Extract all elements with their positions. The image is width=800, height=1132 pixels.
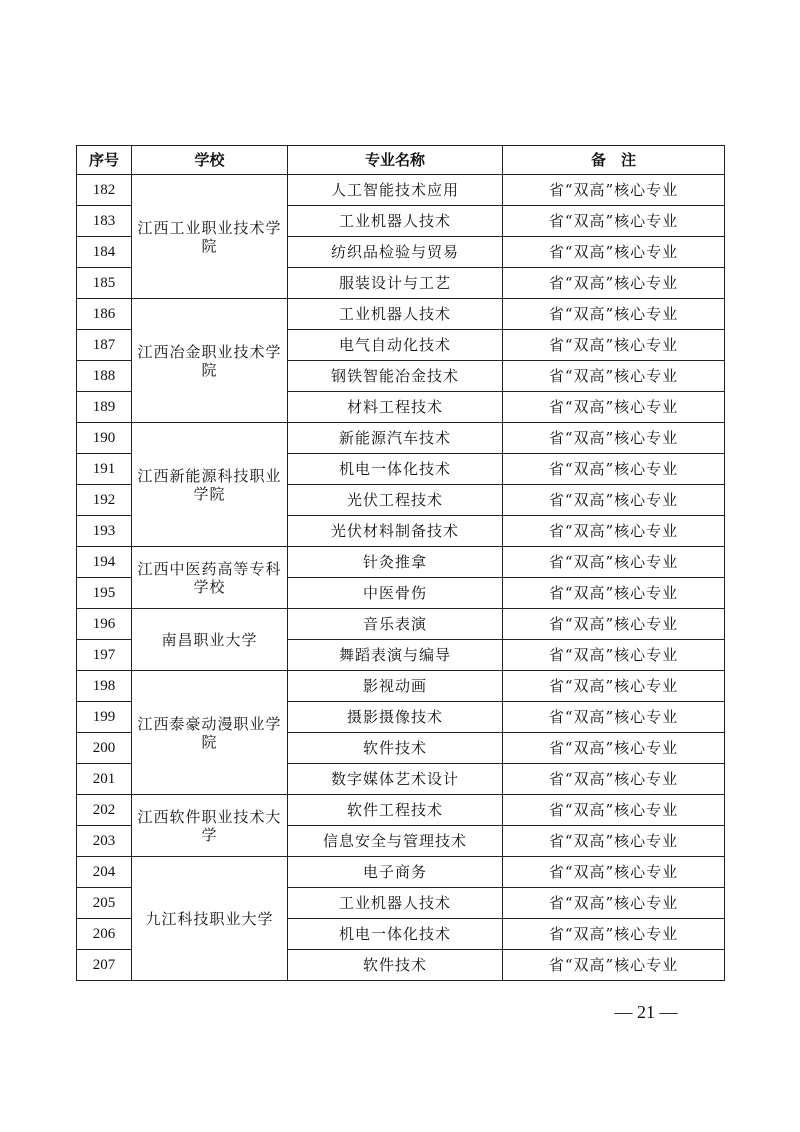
- cell-major: 电气自动化技术: [288, 330, 503, 361]
- cell-school: 江西新能源科技职业学院: [132, 423, 288, 547]
- cell-seq: 193: [77, 516, 132, 547]
- cell-seq: 206: [77, 919, 132, 950]
- cell-seq: 194: [77, 547, 132, 578]
- cell-note: 省“双高”核心专业: [503, 888, 725, 919]
- cell-major: 材料工程技术: [288, 392, 503, 423]
- cell-note: 省“双高”核心专业: [503, 764, 725, 795]
- table-body: [77, 175, 725, 981]
- table-header-row: [77, 146, 725, 175]
- cell-major: 针灸推拿: [288, 547, 503, 578]
- cell-major: 新能源汽车技术: [288, 423, 503, 454]
- cell-major: 纺织品检验与贸易: [288, 237, 503, 268]
- header-school: 学校: [132, 146, 288, 175]
- cell-note: 省“双高”核心专业: [503, 175, 725, 206]
- cell-note: 省“双高”核心专业: [503, 950, 725, 981]
- cell-note: 省“双高”核心专业: [503, 578, 725, 609]
- cell-seq: 198: [77, 671, 132, 702]
- cell-major: 数字媒体艺术设计: [288, 764, 503, 795]
- cell-note: 省“双高”核心专业: [503, 206, 725, 237]
- cell-major: 机电一体化技术: [288, 454, 503, 485]
- cell-seq: 187: [77, 330, 132, 361]
- cell-seq: 196: [77, 609, 132, 640]
- cell-note: 省“双高”核心专业: [503, 516, 725, 547]
- cell-note: 省“双高”核心专业: [503, 299, 725, 330]
- table-row: [77, 671, 725, 702]
- cell-major: 音乐表演: [288, 609, 503, 640]
- cell-seq: 200: [77, 733, 132, 764]
- header-major: 专业名称: [288, 146, 503, 175]
- table-row: [77, 795, 725, 826]
- cell-seq: 183: [77, 206, 132, 237]
- cell-seq: 184: [77, 237, 132, 268]
- cell-seq: 199: [77, 702, 132, 733]
- cell-major: 工业机器人技术: [288, 888, 503, 919]
- cell-seq: 202: [77, 795, 132, 826]
- table-row: [77, 299, 725, 330]
- header-seq: 序号: [77, 146, 132, 175]
- cell-note: 省“双高”核心专业: [503, 485, 725, 516]
- cell-major: 软件技术: [288, 733, 503, 764]
- cell-major: 光伏材料制备技术: [288, 516, 503, 547]
- cell-seq: 201: [77, 764, 132, 795]
- cell-seq: 195: [77, 578, 132, 609]
- cell-note: 省“双高”核心专业: [503, 702, 725, 733]
- cell-major: 中医骨伤: [288, 578, 503, 609]
- table-row: [77, 857, 725, 888]
- cell-major: 舞蹈表演与编导: [288, 640, 503, 671]
- cell-major: 人工智能技术应用: [288, 175, 503, 206]
- cell-school: 江西冶金职业技术学院: [132, 299, 288, 423]
- cell-seq: 204: [77, 857, 132, 888]
- cell-major: 软件技术: [288, 950, 503, 981]
- cell-major: 钢铁智能冶金技术: [288, 361, 503, 392]
- cell-major: 光伏工程技术: [288, 485, 503, 516]
- cell-major: 电子商务: [288, 857, 503, 888]
- cell-major: 机电一体化技术: [288, 919, 503, 950]
- table-row: [77, 423, 725, 454]
- cell-seq: 207: [77, 950, 132, 981]
- specialty-table: [76, 145, 725, 981]
- cell-note: 省“双高”核心专业: [503, 919, 725, 950]
- cell-school: 江西工业职业技术学院: [132, 175, 288, 299]
- cell-major: 服装设计与工艺: [288, 268, 503, 299]
- cell-note: 省“双高”核心专业: [503, 857, 725, 888]
- cell-seq: 185: [77, 268, 132, 299]
- cell-major: 工业机器人技术: [288, 206, 503, 237]
- page-number: — 21 —: [614, 1002, 678, 1022]
- cell-note: 省“双高”核心专业: [503, 454, 725, 485]
- cell-note: 省“双高”核心专业: [503, 330, 725, 361]
- cell-school: 南昌职业大学: [132, 609, 288, 671]
- cell-major: 软件工程技术: [288, 795, 503, 826]
- cell-seq: 205: [77, 888, 132, 919]
- cell-major: 信息安全与管理技术: [288, 826, 503, 857]
- cell-note: 省“双高”核心专业: [503, 268, 725, 299]
- cell-major: 影视动画: [288, 671, 503, 702]
- cell-note: 省“双高”核心专业: [503, 547, 725, 578]
- cell-note: 省“双高”核心专业: [503, 392, 725, 423]
- table-row: [77, 609, 725, 640]
- cell-seq: 186: [77, 299, 132, 330]
- cell-note: 省“双高”核心专业: [503, 671, 725, 702]
- cell-school: 江西软件职业技术大学: [132, 795, 288, 857]
- cell-note: 省“双高”核心专业: [503, 795, 725, 826]
- cell-seq: 188: [77, 361, 132, 392]
- table-row: [77, 175, 725, 206]
- cell-note: 省“双高”核心专业: [503, 609, 725, 640]
- header-note: 备 注: [503, 146, 725, 175]
- cell-seq: 203: [77, 826, 132, 857]
- cell-note: 省“双高”核心专业: [503, 733, 725, 764]
- cell-seq: 191: [77, 454, 132, 485]
- cell-school: 江西泰豪动漫职业学院: [132, 671, 288, 795]
- cell-note: 省“双高”核心专业: [503, 361, 725, 392]
- cell-major: 工业机器人技术: [288, 299, 503, 330]
- cell-note: 省“双高”核心专业: [503, 640, 725, 671]
- table-row: [77, 547, 725, 578]
- cell-note: 省“双高”核心专业: [503, 237, 725, 268]
- cell-major: 摄影摄像技术: [288, 702, 503, 733]
- cell-school: 九江科技职业大学: [132, 857, 288, 981]
- cell-school: 江西中医药高等专科学校: [132, 547, 288, 609]
- cell-seq: 182: [77, 175, 132, 206]
- cell-seq: 189: [77, 392, 132, 423]
- cell-seq: 192: [77, 485, 132, 516]
- cell-seq: 197: [77, 640, 132, 671]
- cell-note: 省“双高”核心专业: [503, 826, 725, 857]
- cell-seq: 190: [77, 423, 132, 454]
- cell-note: 省“双高”核心专业: [503, 423, 725, 454]
